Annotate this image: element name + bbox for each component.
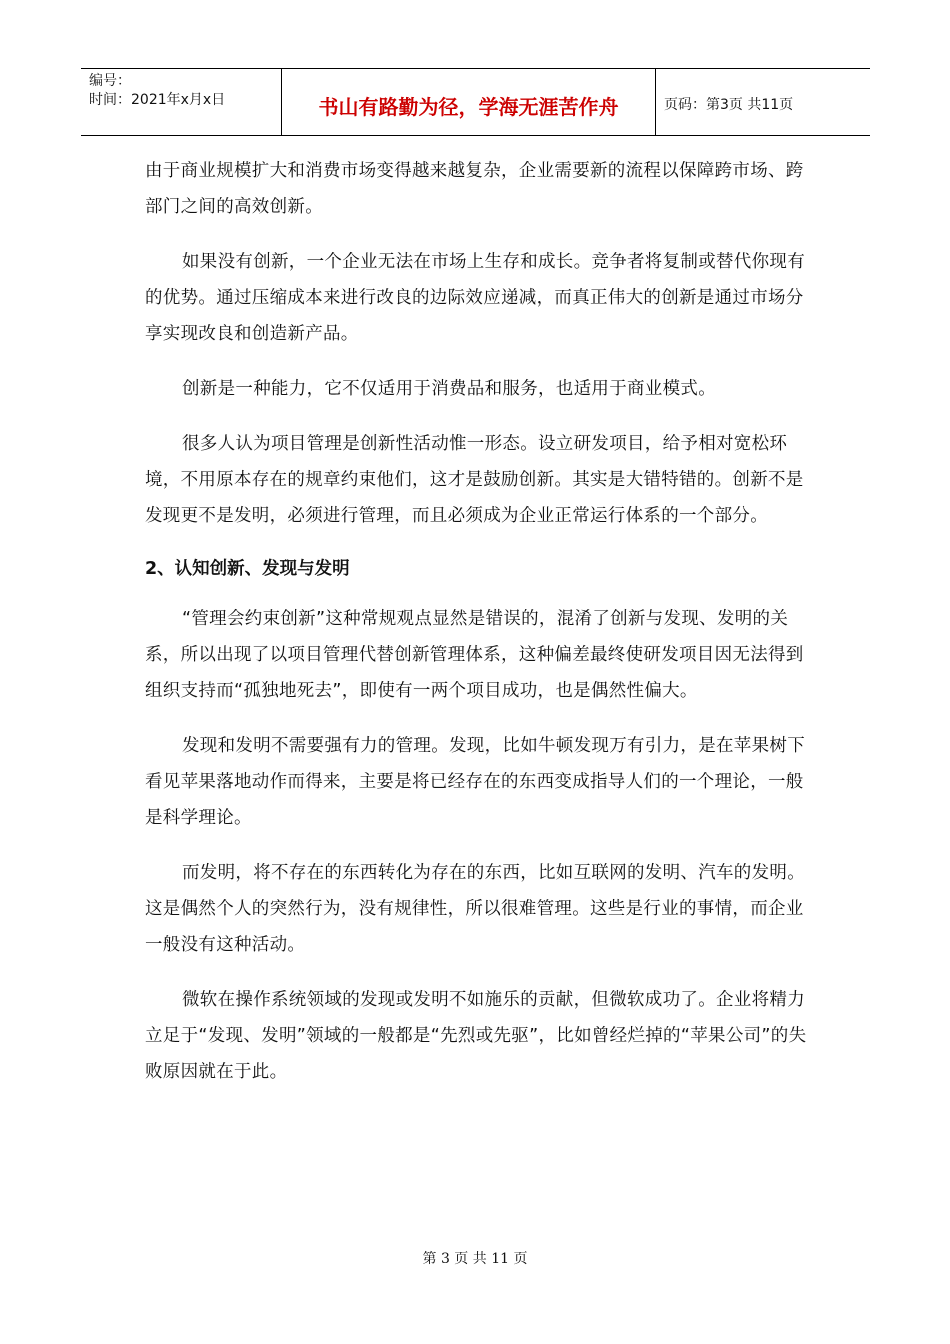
header-motto: 书山有路勤为径，学海无涯苦作舟 (282, 69, 656, 135)
paragraph: 很多人认为项目管理是创新性活动惟一形态。设立研发项目，给予相对宽松环境，不用原本存在的规章约束他们，这才是鼓励创新。其实是大错特错的。创新不是发现更不是发明，必须进行管理，而且必须成为企业正常运行体系的一个部分。 (145, 434, 804, 526)
header-page-info: 页码：第3页 共11页 (664, 97, 794, 113)
paragraph: 而发明，将不存在的东西转化为存在的东西，比如互联网的发明、汽车的发明。这是偶然个人的突然行为，没有规律性，所以很难管理。这些是行业的事情，而企业一般没有这种活动。 (145, 863, 805, 955)
paragraph: 创新是一种能力，它不仅适用于消费品和服务，也适用于商业模式。 (182, 379, 716, 399)
section-heading: 2、认知创新、发现与发明 (145, 559, 350, 579)
date-label: 时间：2021年x月x日 (89, 92, 226, 108)
paragraph: 如果没有创新，一个企业无法在市场上生存和成长。竞争者将复制或替代你现有的优势。通过压缩成本来进行改良的边际效应递减，而真正伟大的创新是通过市场分享实现改良和创造新产品。 (145, 252, 805, 344)
paragraph: 发现和发明不需要强有力的管理。发现，比如牛顿发现万有引力，是在苹果树下看见苹果落地动作而得来，主要是将已经存在的东西变成指导人们的一个理论，一般是科学理论。 (145, 736, 805, 828)
paragraph: 微软在操作系统领域的发现或发明不如施乐的贡献，但微软成功了。企业将精力立足于“发现、发明”领域的一般都是“先烈或先驱”，比如曾经烂掉的“苹果公司”的失败原因就在于此。 (145, 990, 807, 1082)
paragraph: 由于商业规模扩大和消费市场变得越来越复杂，企业需要新的流程以保障跨市场、跨部门之间的高效创新。 (145, 161, 804, 217)
page-header (81, 68, 870, 136)
number-label: 编号： (89, 73, 131, 89)
header-meta (81, 69, 282, 135)
document-body (145, 153, 809, 1109)
paragraph: “管理会约束创新”这种常规观点显然是错误的，混淆了创新与发现、发明的关系，所以出现了以项目管理代替创新管理体系，这种偏差最终使研发项目因无法得到组织支持而“孤独地死去”，即使有一两个项目成功，也是偶然性偏大。 (145, 609, 804, 701)
page-footer: 第 3 页 共 11 页 (422, 1251, 528, 1267)
